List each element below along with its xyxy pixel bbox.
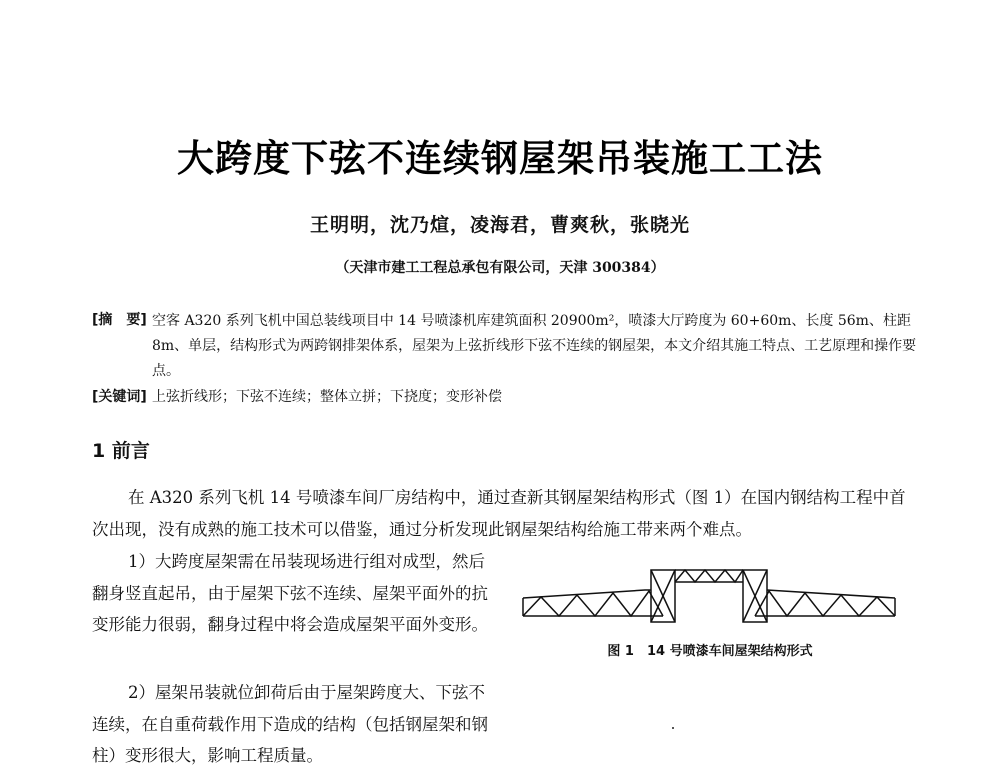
abstract-text: 空客 A320 系列飞机中国总装线项目中 14 号喷漆机库建筑面积 20900m²，喷漆大厅跨度为 60+60m、长度 56m、柱距 8m、单层，结构形式为两跨钢排架体系，屋架为上弦折线形下弦不连续的钢屋架，本文介绍其施工特点、工艺原理和操作要点。 xyxy=(152,313,917,379)
intro-paragraph: 在 A320 系列飞机 14 号喷漆车间厂房结构中，通过查新其钢屋架结构形式（图 1）在国内钢结构工程中首次出现，没有成熟的施工技术可以借鉴，通过分析发现此钢屋架结构给施工带来两个难点。 xyxy=(92,488,906,539)
difficulty-1-paragraph: 1）大跨度屋架需在吊装现场进行组对成型，然后翻身竖直起吊，由于屋架下弦不连续、屋架平面外的抗变形能力很弱，翻身过程中将会造成屋架平面外变形。 xyxy=(92,552,488,634)
scan-speck xyxy=(672,727,674,729)
central-truss xyxy=(675,570,743,582)
section-heading: 1 前言 xyxy=(92,440,150,462)
keywords-label: [关键词] xyxy=(92,389,147,405)
roof-truss-figure xyxy=(515,560,905,630)
affiliation: （天津市建工工程总承包有限公司，天津 300384） xyxy=(335,260,665,276)
paper-title: 大跨度下弦不连续钢屋架吊装施工工法 xyxy=(177,137,823,180)
figure-caption: 图 1 14 号喷漆车间屋架结构形式 xyxy=(607,644,813,659)
left-truss xyxy=(523,570,675,622)
author-list: 王明明，沈乃煊，凌海君，曹爽秋，张晓光 xyxy=(309,214,690,236)
difficulty-2-paragraph: 2）屋架吊装就位卸荷后由于屋架跨度大、下弦不连续，在自重荷载作用下造成的结构（包括钢屋架和钢柱）变形很大，影响工程质量。 xyxy=(92,683,488,765)
abstract-label: [摘 要] xyxy=(92,312,147,328)
keywords-text: 上弦折线形；下弦不连续；整体立拼；下挠度；变形补偿 xyxy=(152,389,502,405)
right-truss xyxy=(743,570,895,622)
